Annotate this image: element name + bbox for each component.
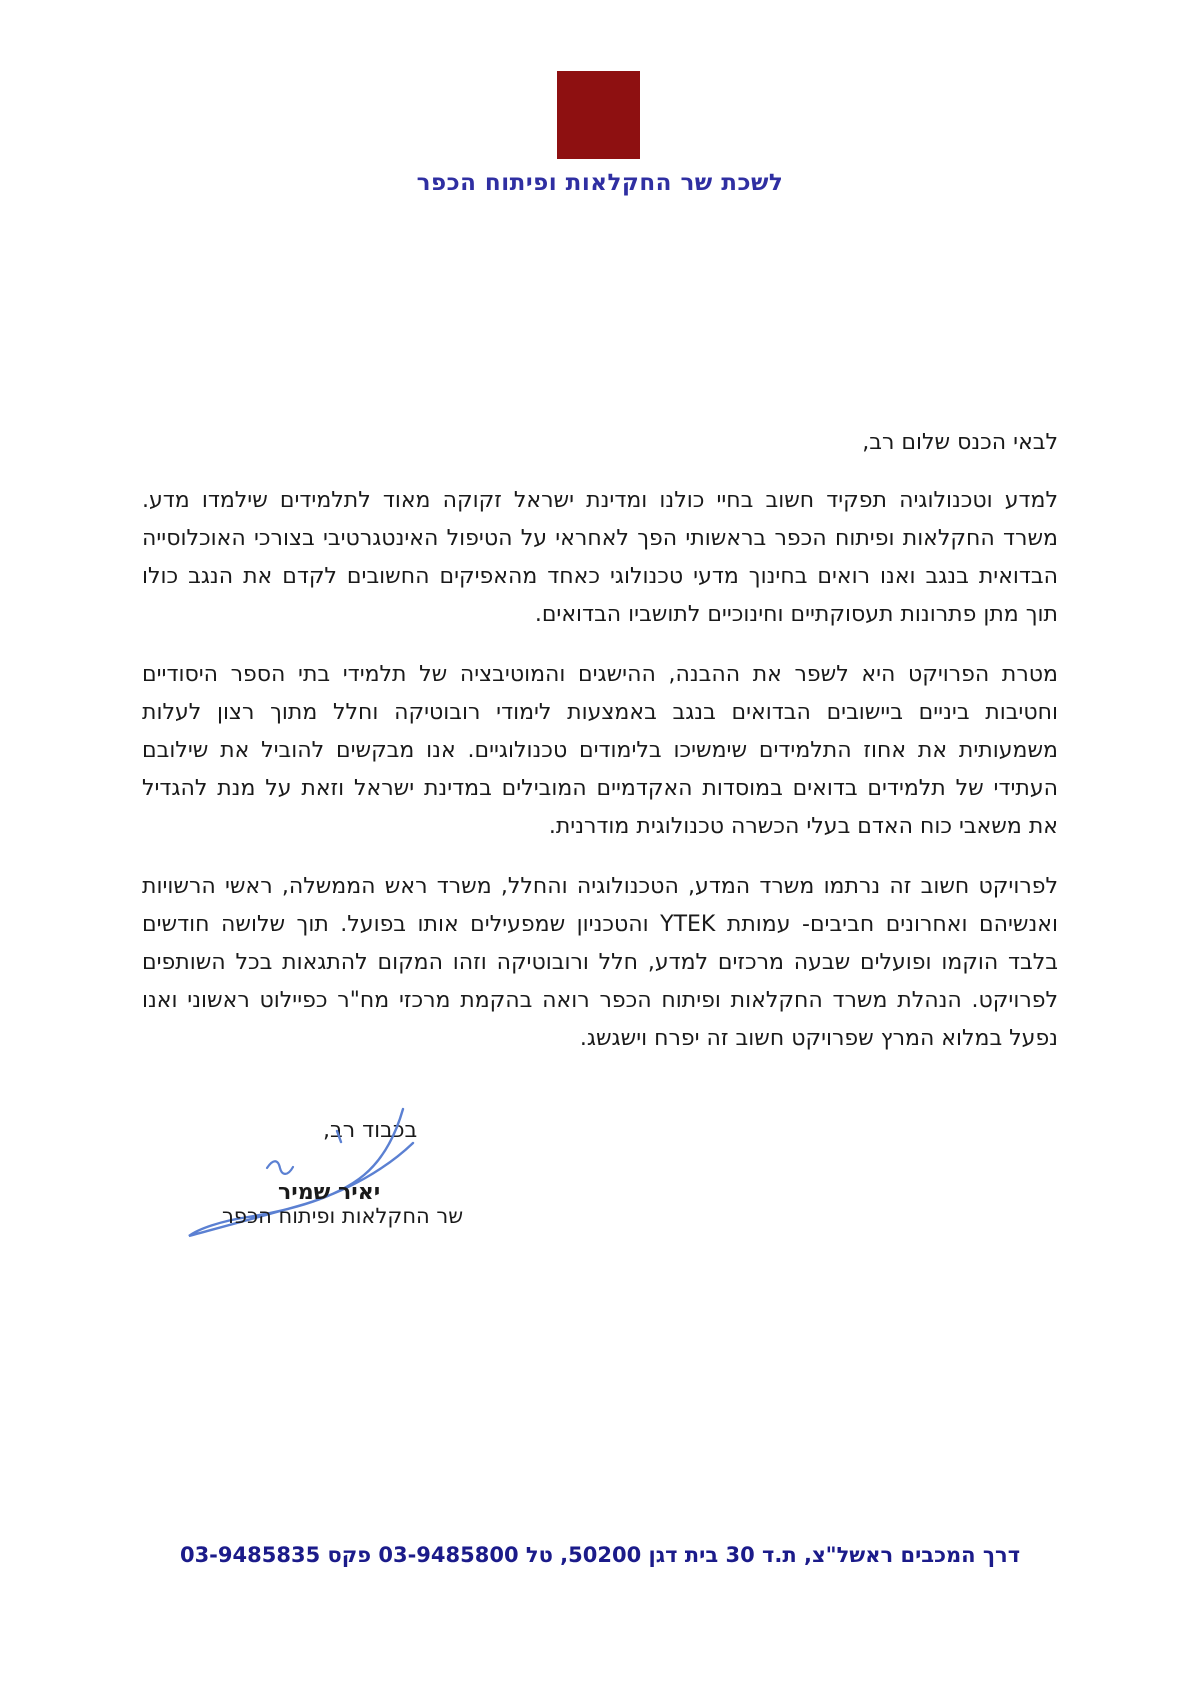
greeting-line: לבאי הכנס שלום רב, [862, 430, 1058, 455]
footer-address: דרך המכבים ראשל"צ, ת.ד 30 בית דגן 50200, טל 03-9485800 פקס 03-9485835 [179, 1543, 1021, 1567]
signer-name: יאיר שמיר [278, 1180, 381, 1205]
paragraph-1: למדע וטכנולוגיה תפקיד חשוב בחיי כולנו ומדינת ישראל זקוקה מאוד לתלמידים שילמדו מדע. משרד החקלאות ופיתוח הכפר בראשותי הפך לאחראי על הטיפול האינטגרטיבי בצורכי האוכלוסייה הבדואית בנגב ואנו רואים בחינוך מדעי טכנולוגי כאחד מהאפיקים החשובים לקדם את הנגב כולו תוך מתן פתרונות תעסוקתיים וחינוכיים לתושביו הבדואים. [142, 488, 1058, 627]
letter-body [142, 424, 1058, 1080]
office-title: לשכת שר החקלאות ופיתוח הכפר [416, 170, 784, 196]
signer-title: שר החקלאות ופיתוח הכפר [222, 1204, 464, 1228]
paragraph-3: לפרויקט חשוב זה נרתמו משרד המדע, הטכנולוגיה והחלל, משרד ראש הממשלה, ראשי הרשויות ואנשיהם ואחרונים חביבים- עמותת YTEK והטכניון שמפעילים אותו בפועל. תוך שלושה חודשים בלבד הוקמו ופועלים שבעה מרכזים למדע, חלל ורובוטיקה וזהו המקום להתגאות בכל השותפים לפרויקט. הנהלת משרד החקלאות ופיתוח הכפר רואה בהקמת מרכזי מח"ר כפיילוט ראשוני ואנו נפעל במלוא המרץ שפרויקט חשוב זה יפרח וישגשג. [142, 874, 1058, 1051]
closing-line: בכבוד רב, [323, 1118, 418, 1143]
ministry-logo [557, 71, 640, 159]
paragraph-2: מטרת הפרויקט היא לשפר את ההבנה, ההישגים והמוטיבציה של תלמידי בתי הספר היסודיים וחטיבות ביניים ביישובים הבדואים בנגב באמצעות לימודי רובוטיקה וחלל מתוך רצון לעלות משמעותית את אחוז התלמידים שימשיכו בלימודים טכנולוגיים. אנו מבקשים להוביל את שילובם העתידי של תלמידים בדואים במוסדות האקדמיים המובילים במדינת ישראל וזאת על מנת להגדיל את משאבי כוח האדם בעלי הכשרה טכנולוגית מודרנית. [142, 662, 1058, 839]
